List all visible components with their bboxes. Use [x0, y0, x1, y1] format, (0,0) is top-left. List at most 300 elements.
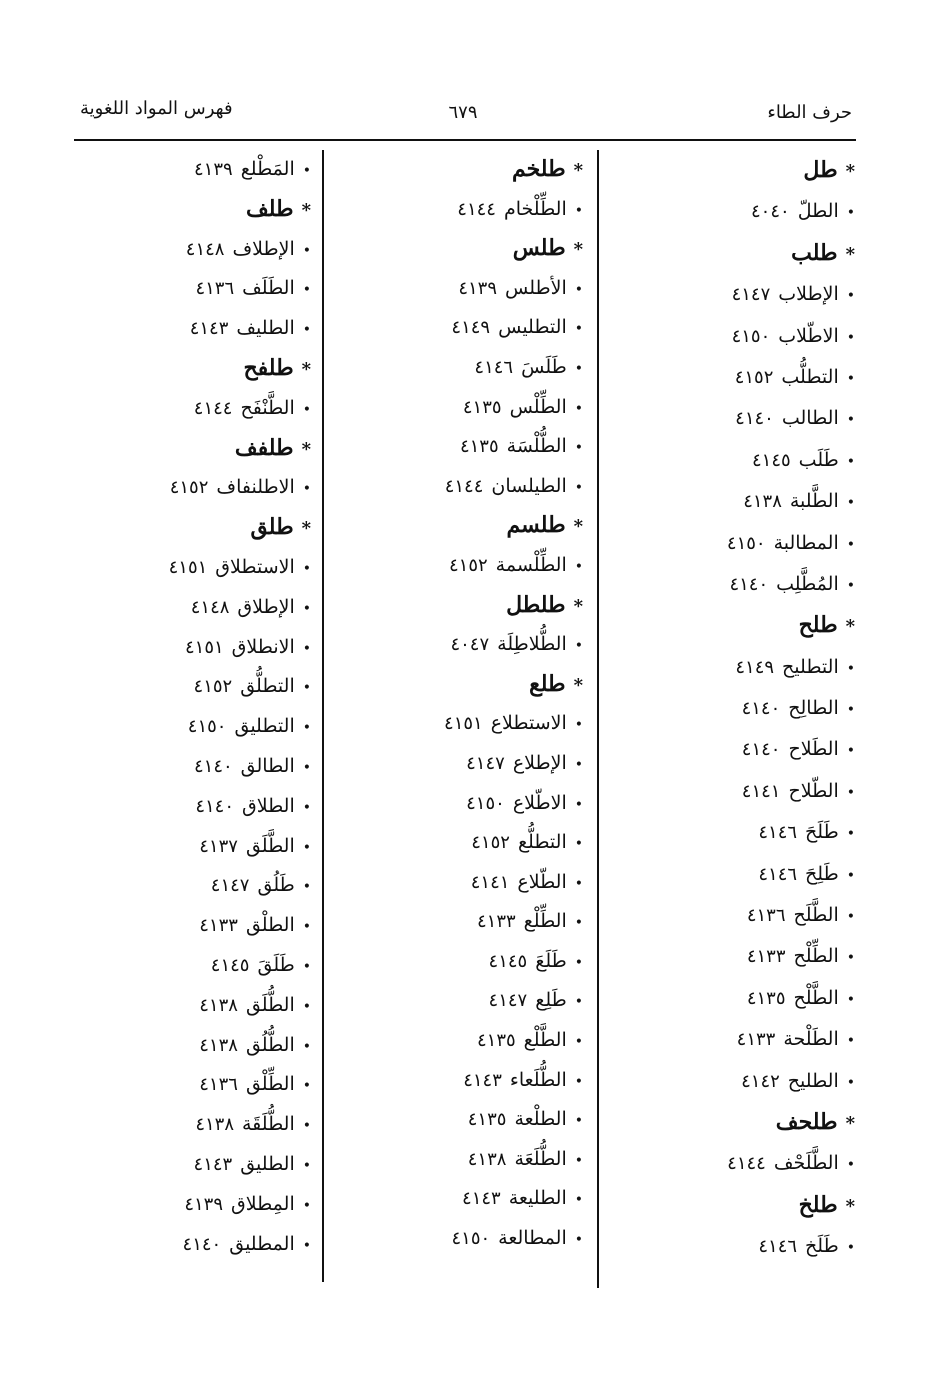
entry-number: ٤١٣٦ — [195, 278, 235, 300]
bullet-icon: • — [574, 875, 583, 892]
root-word: طل — [803, 157, 838, 183]
index-sub-entry — [615, 564, 855, 605]
entry-number: ٤١٣٥ — [746, 987, 786, 1009]
index-sub-entry — [351, 744, 583, 784]
entry-word: التطليس — [498, 316, 567, 339]
bullet-icon: • — [846, 205, 855, 222]
bullet-icon: • — [846, 577, 855, 594]
bullet-icon: • — [846, 784, 855, 801]
entry-word: طَلَسَ — [521, 355, 567, 378]
entry-number: ٤١٤٧ — [731, 284, 771, 306]
index-sub-entry — [615, 398, 855, 439]
entry-number: ٤١٣٥ — [467, 1109, 507, 1131]
entry-word: الطلاق — [242, 794, 295, 817]
index-sub-entry — [91, 946, 311, 986]
asterisk-icon: * — [573, 595, 583, 617]
index-sub-entry — [91, 1105, 311, 1145]
index-sub-entry — [91, 787, 311, 827]
index-sub-entry — [91, 1225, 311, 1265]
entry-number: ٤١٤٤ — [444, 475, 484, 497]
root-word: طلفف — [234, 434, 294, 461]
bullet-icon: • — [302, 1078, 311, 1095]
entry-word: الطلْعة — [514, 1108, 567, 1131]
entry-number: ٤١٣٦ — [199, 1074, 238, 1096]
entry-word: الإطلاف — [232, 237, 295, 260]
index-sub-entry — [91, 309, 311, 349]
entry-word: التطليق — [234, 715, 295, 738]
entry-word: الطَّلبة — [789, 490, 839, 513]
entry-number: ٤١٤٣ — [189, 318, 229, 340]
bullet-icon: • — [302, 322, 311, 339]
index-sub-entry — [615, 481, 855, 522]
entry-word: طَلَقَ — [257, 953, 295, 976]
asterisk-icon: * — [301, 518, 311, 540]
bullet-icon: • — [574, 440, 583, 457]
root-word: طلسم — [506, 512, 566, 539]
asterisk-icon: * — [845, 616, 855, 638]
asterisk-icon: * — [301, 199, 311, 221]
entry-number: ٤١٤٦ — [758, 1236, 798, 1258]
entry-number: ٤١٤٨ — [190, 596, 230, 618]
entry-word: الطُّلْسَة — [506, 435, 567, 458]
bullet-icon: • — [574, 1192, 583, 1209]
bullet-icon: • — [574, 796, 583, 813]
entry-number: ٤١٣٣ — [199, 915, 238, 937]
index-root-entry — [615, 1102, 855, 1143]
entry-word: الطّلاح — [788, 779, 839, 802]
entry-number: ٤١٥٢ — [193, 676, 233, 698]
bullet-icon: • — [302, 282, 311, 299]
entry-word: طَلَعَ — [535, 949, 567, 972]
bullet-icon: • — [302, 759, 311, 776]
entry-number: ٤٠٤٧ — [450, 634, 490, 656]
entry-word: الطَّلْع — [523, 1029, 567, 1052]
index-sub-entry — [615, 688, 855, 729]
entry-number: ٤١٥١ — [168, 556, 208, 578]
entry-number: ٤١٥٢ — [734, 366, 774, 388]
entry-word: التطلُّق — [240, 675, 295, 698]
bullet-icon: • — [574, 321, 583, 338]
index-sub-entry — [615, 1061, 855, 1102]
bullet-icon: • — [574, 994, 583, 1011]
asterisk-icon: * — [301, 358, 311, 380]
entry-number: ٤١٣٨ — [467, 1148, 507, 1170]
bullet-icon: • — [574, 1152, 583, 1169]
index-title: فهرس المواد اللغوية — [80, 98, 233, 119]
entry-number: ٤١٤١ — [470, 871, 510, 893]
index-sub-entry — [615, 440, 855, 481]
root-word: طلب — [791, 239, 838, 266]
bullet-icon: • — [302, 1237, 311, 1254]
bullet-icon: • — [302, 958, 311, 975]
entry-word: طَلَخ — [805, 1235, 839, 1258]
entry-number: ٤١٤٣ — [463, 1069, 502, 1091]
entry-number: ٤١٣٣ — [746, 946, 786, 968]
index-root-entry — [91, 429, 311, 469]
index-sub-entry — [91, 1185, 311, 1225]
entry-number: ٤١٤٠ — [182, 1233, 222, 1255]
bullet-icon: • — [846, 495, 855, 512]
entry-word: الطليعة — [508, 1187, 567, 1210]
bullet-icon: • — [302, 1157, 311, 1174]
bullet-icon: • — [302, 720, 311, 737]
bullet-icon: • — [302, 879, 311, 896]
index-sub-entry — [91, 707, 311, 747]
bullet-icon: • — [302, 799, 311, 816]
entry-number: ٤١٤٠ — [195, 795, 234, 817]
entry-number: ٤١٣٨ — [195, 1114, 234, 1136]
index-sub-entry — [615, 812, 855, 853]
index-sub-entry — [351, 546, 583, 586]
index-sub-entry — [91, 269, 311, 309]
entry-number: ٤١٤٠ — [741, 739, 781, 761]
entry-number: ٤١٣٩ — [184, 1193, 224, 1215]
root-word: طلخم — [511, 156, 566, 182]
column-divider-right — [597, 150, 599, 1288]
entry-word: المطليق — [229, 1232, 295, 1255]
entry-word: الإطلاق — [237, 595, 295, 618]
entry-word: الطليح — [787, 1069, 839, 1092]
entry-word: الطِّلْس — [509, 395, 567, 418]
bullet-icon: • — [302, 919, 311, 936]
entry-word: طَلُق — [257, 874, 295, 897]
bullet-icon: • — [302, 242, 311, 259]
entry-number: ٤١٤٤ — [457, 198, 496, 220]
entry-word: التطليح — [782, 655, 839, 678]
entry-word: المِطلاق — [231, 1192, 295, 1215]
entry-number: ٤١٣٥ — [459, 436, 499, 458]
entry-word: الأطلس — [504, 276, 567, 299]
asterisk-icon: * — [301, 438, 311, 460]
bullet-icon: • — [574, 400, 583, 417]
entry-word: المطالبة — [773, 531, 839, 554]
entry-word: الطِّلْق — [245, 1073, 295, 1096]
entry-word: الطليق — [240, 1152, 295, 1175]
root-word: طلطل — [506, 591, 566, 618]
bullet-icon: • — [574, 756, 583, 773]
index-column-right — [615, 150, 855, 1268]
index-root-entry — [615, 1185, 855, 1226]
root-word: طلحف — [775, 1108, 838, 1135]
index-root-entry — [91, 508, 311, 548]
bullet-icon: • — [846, 743, 855, 760]
entry-word: الطُّلَق — [245, 993, 295, 1016]
entry-word: الطَّلَحْف — [773, 1152, 839, 1175]
index-root-entry — [615, 150, 855, 191]
index-sub-entry — [91, 389, 311, 429]
bullet-icon: • — [846, 288, 855, 305]
index-sub-entry — [615, 936, 855, 977]
bullet-icon: • — [846, 867, 855, 884]
entry-word: الطالب — [781, 407, 839, 430]
index-sub-entry — [351, 942, 583, 982]
entry-word: الاستطلاع — [490, 712, 567, 735]
bullet-icon: • — [846, 370, 855, 387]
root-word: طلفح — [243, 354, 294, 381]
index-sub-entry — [351, 427, 583, 467]
index-sub-entry — [351, 388, 583, 428]
entry-number: ٤١٥٠ — [731, 325, 771, 347]
entry-number: ٤١٥٠ — [187, 716, 227, 738]
entry-number: ٤١٥٢ — [471, 832, 510, 854]
bullet-icon: • — [846, 1033, 855, 1050]
index-sub-entry — [615, 523, 855, 564]
entry-word: الطّلاع — [517, 870, 567, 893]
entry-number: ٤١٤٦ — [474, 356, 514, 378]
entry-word: الاطّلاب — [778, 324, 839, 347]
index-sub-entry — [91, 667, 311, 707]
entry-number: ٤١٥٠ — [466, 792, 505, 814]
entry-word: الطِّلْع — [523, 910, 567, 933]
entry-number: ٤١٣٣ — [736, 1029, 776, 1051]
entry-number: ٤١٤٠ — [193, 755, 233, 777]
index-root-entry — [351, 586, 583, 626]
entry-word: الطُّلَقَة — [241, 1113, 295, 1136]
entry-word: الاطّلاع — [512, 791, 567, 814]
index-sub-entry — [615, 895, 855, 936]
bullet-icon: • — [302, 640, 311, 657]
index-sub-entry — [91, 827, 311, 867]
index-sub-entry — [91, 866, 311, 906]
bullet-icon: • — [846, 329, 855, 346]
index-sub-entry — [351, 784, 583, 824]
index-sub-entry — [91, 1145, 311, 1185]
index-sub-entry — [615, 854, 855, 895]
bullet-icon: • — [302, 401, 311, 418]
entry-number: ٤١٤٩ — [735, 656, 775, 678]
bullet-icon: • — [846, 909, 855, 926]
bullet-icon: • — [302, 163, 311, 179]
bullet-icon: • — [846, 991, 855, 1008]
entry-number: ٤١٤٦ — [758, 863, 798, 885]
entry-number: ٤١٥٠ — [726, 532, 766, 554]
entry-number: ٤١٣٣ — [477, 911, 516, 933]
entry-word: الطُّلَعاء — [509, 1068, 567, 1091]
bullet-icon: • — [302, 1038, 311, 1055]
header-rule — [74, 139, 856, 141]
index-sub-entry — [91, 150, 311, 190]
index-root-entry — [615, 233, 855, 274]
index-sub-entry — [615, 316, 855, 357]
bullet-icon: • — [302, 481, 311, 498]
entry-number: ٤١٤٠ — [735, 408, 774, 430]
entry-word: الطالق — [240, 754, 295, 777]
bullet-icon: • — [574, 1073, 583, 1090]
index-sub-entry — [91, 548, 311, 588]
entry-number: ٤١٤٨ — [185, 238, 225, 260]
index-sub-entry — [351, 902, 583, 942]
bullet-icon: • — [574, 1232, 583, 1249]
asterisk-icon: * — [845, 243, 855, 265]
entry-number: ٤١٣٧ — [199, 835, 238, 857]
index-sub-entry — [351, 823, 583, 863]
index-sub-entry — [351, 1219, 583, 1259]
index-sub-entry — [351, 704, 583, 744]
entry-word: الإطلاب — [778, 283, 839, 306]
entry-number: ٤١٣٩ — [194, 159, 233, 180]
entry-word: الإطلاع — [512, 751, 567, 774]
bullet-icon: • — [302, 1197, 311, 1214]
entry-number: ٤١٤٣ — [193, 1153, 233, 1175]
bullet-icon: • — [302, 839, 311, 856]
index-sub-entry — [615, 274, 855, 315]
entry-word: الطَّلَق — [245, 834, 295, 857]
entry-word: الطيلسان — [491, 474, 567, 497]
entry-word: الطِّلْخام — [503, 197, 567, 220]
index-sub-entry — [91, 628, 311, 668]
index-root-entry — [351, 506, 583, 546]
bullet-icon: • — [574, 1113, 583, 1130]
root-word: طلف — [246, 195, 294, 222]
entry-word: التطلُّع — [517, 831, 567, 854]
index-sub-entry — [91, 230, 311, 270]
entry-number: ٤١٥٢ — [448, 554, 488, 576]
bullet-icon: • — [846, 412, 855, 429]
bullet-icon: • — [574, 360, 583, 377]
entry-word: طَلِع — [535, 989, 567, 1012]
entry-word: الاستطلاق — [215, 555, 295, 578]
bullet-icon: • — [846, 950, 855, 967]
asterisk-icon: * — [573, 674, 583, 696]
index-sub-entry — [351, 1061, 583, 1101]
index-column-middle — [351, 150, 583, 1259]
index-root-entry — [351, 229, 583, 269]
root-word: طلح — [798, 612, 838, 639]
entry-word: الطِّلْسمة — [495, 553, 567, 576]
bullet-icon: • — [574, 281, 583, 298]
index-sub-entry — [615, 191, 855, 232]
entry-word: الطَّلْح — [793, 986, 839, 1009]
entry-word: طَلَحَ — [805, 821, 839, 844]
index-sub-entry — [351, 269, 583, 309]
index-sub-entry — [351, 1021, 583, 1061]
bullet-icon: • — [302, 1118, 311, 1135]
entry-word: المُطَّلِب — [776, 572, 839, 595]
index-sub-entry — [351, 863, 583, 903]
index-sub-entry — [351, 1140, 583, 1180]
index-root-entry — [351, 665, 583, 705]
bullet-icon: • — [846, 1157, 855, 1174]
index-sub-entry — [351, 348, 583, 388]
asterisk-icon: * — [845, 1195, 855, 1217]
bullet-icon: • — [574, 717, 583, 734]
entry-number: ٤١٤٩ — [451, 317, 491, 339]
bullet-icon: • — [302, 560, 311, 577]
entry-number: ٤١٤٤ — [193, 397, 233, 419]
asterisk-icon: * — [845, 1112, 855, 1134]
index-root-entry — [91, 190, 311, 230]
page-number: ٦٧٩ — [448, 102, 478, 123]
bullet-icon: • — [574, 202, 583, 219]
index-sub-entry — [351, 190, 583, 230]
entry-number: ٤١٣٥ — [477, 1030, 516, 1052]
asterisk-icon: * — [845, 161, 855, 182]
entry-number: ٤١٣٩ — [458, 277, 497, 299]
entry-word: الطلْق — [245, 914, 295, 937]
index-sub-entry — [91, 588, 311, 628]
asterisk-icon: * — [573, 516, 583, 538]
entry-number: ٤١٣٦ — [746, 905, 786, 927]
index-sub-entry — [91, 986, 311, 1026]
index-root-entry — [91, 349, 311, 389]
bullet-icon: • — [846, 702, 855, 719]
bullet-icon: • — [302, 998, 311, 1015]
index-sub-entry — [351, 1179, 583, 1219]
bullet-icon: • — [846, 536, 855, 553]
entry-number: ٤١٣٨ — [743, 491, 782, 513]
bullet-icon: • — [574, 836, 583, 853]
bullet-icon: • — [574, 558, 583, 575]
bullet-icon: • — [574, 479, 583, 496]
entry-word: الطَلَف — [242, 277, 295, 300]
index-root-entry — [615, 605, 855, 646]
entry-number: ٤١٤١ — [741, 780, 781, 802]
entry-word: الانطلاق — [231, 635, 295, 658]
entry-number: ٤١٤٠ — [741, 698, 781, 720]
index-column-left — [91, 150, 311, 1264]
entry-word: التطلُّب — [781, 365, 839, 388]
entry-number: ٤١٤٧ — [466, 752, 505, 774]
root-word: طلق — [250, 514, 294, 541]
bullet-icon: • — [574, 915, 583, 932]
entry-word: الطَّلَح — [793, 904, 839, 927]
asterisk-icon: * — [573, 160, 583, 181]
root-word: طلخ — [798, 1191, 838, 1218]
index-sub-entry — [615, 771, 855, 812]
chapter-title: حرف الطاء — [767, 102, 852, 123]
entry-number: ٤١٤٧ — [488, 990, 528, 1012]
entry-word: طَلِحَ — [805, 862, 839, 885]
asterisk-icon: * — [573, 239, 583, 261]
index-sub-entry — [615, 1019, 855, 1060]
index-root-entry — [351, 150, 583, 190]
entry-word: الطُّلُق — [245, 1033, 295, 1056]
bullet-icon: • — [574, 1034, 583, 1051]
entry-word: الطَلاح — [788, 738, 839, 761]
index-sub-entry — [91, 1065, 311, 1105]
entry-word: الطلّ — [797, 200, 839, 223]
bullet-icon: • — [302, 600, 311, 617]
index-sub-entry — [615, 1143, 855, 1184]
entry-number: ٤٠٤٠ — [751, 201, 790, 223]
entry-word: المَطْلع — [240, 158, 295, 180]
index-sub-entry — [615, 978, 855, 1019]
index-sub-entry — [351, 467, 583, 507]
entry-word: الطالِح — [788, 697, 839, 720]
entry-number: ٤١٤٢ — [741, 1070, 780, 1092]
entry-number: ٤١٣٨ — [199, 1034, 238, 1056]
entry-word: الطِّلْح — [793, 945, 839, 968]
entry-number: ٤١٤٤ — [727, 1153, 766, 1175]
entry-number: ٤١٤٥ — [751, 449, 791, 471]
entry-number: ٤١٥١ — [444, 713, 483, 735]
entry-number: ٤١٤٦ — [758, 822, 798, 844]
index-sub-entry — [615, 647, 855, 688]
index-sub-entry — [351, 308, 583, 348]
bullet-icon: • — [846, 660, 855, 677]
index-sub-entry — [91, 1026, 311, 1066]
entry-word: الطَّنْفَح — [240, 396, 295, 419]
entry-number: ٤١٤٥ — [210, 954, 250, 976]
bullet-icon: • — [846, 1074, 855, 1091]
entry-word: الطليف — [236, 317, 295, 340]
index-sub-entry — [615, 729, 855, 770]
index-sub-entry — [91, 468, 311, 508]
bullet-icon: • — [846, 453, 855, 470]
index-sub-entry — [351, 1100, 583, 1140]
entry-number: ٤١٤٧ — [210, 875, 250, 897]
bullet-icon: • — [302, 680, 311, 697]
